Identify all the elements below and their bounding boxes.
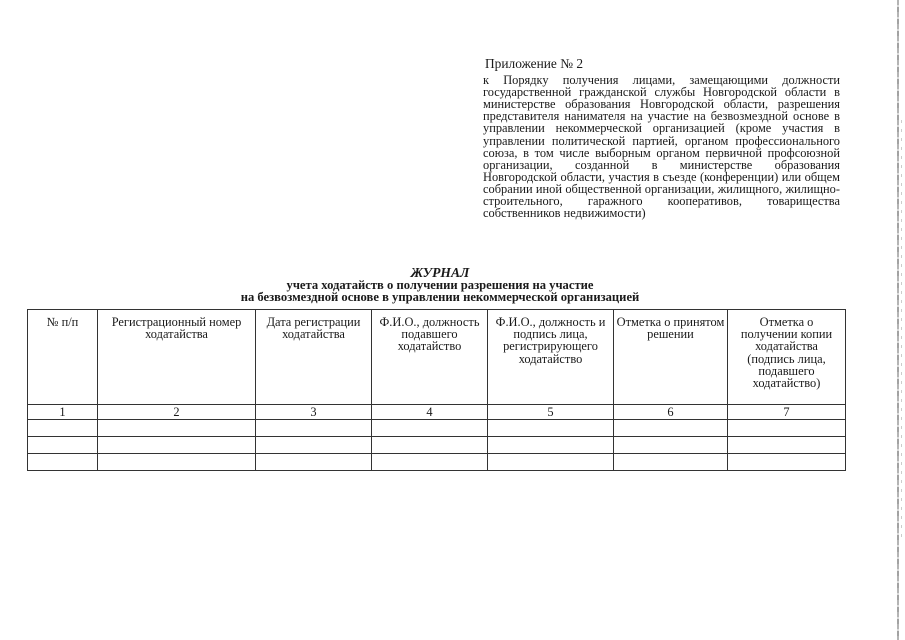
table-number-row [28, 405, 846, 420]
column-number-cell: 6 [614, 405, 728, 420]
table-cell [256, 437, 372, 454]
journal-title: ЖУРНАЛ [410, 265, 470, 280]
column-header-decision: Отметка о принятом решении [614, 310, 728, 405]
column-number-cell: 7 [728, 405, 846, 420]
table-cell [28, 420, 98, 437]
column-header-registrar: Ф.И.О., должность и подпись лица, регистрирующего ходатайство [488, 310, 614, 405]
table-cell [728, 420, 846, 437]
column-header-applicant: Ф.И.О., должность подавшего ходатайство [372, 310, 488, 405]
column-header-registration-number: Регистрационный номер ходатайства [98, 310, 256, 405]
table-cell [372, 454, 488, 471]
table-cell [372, 437, 488, 454]
scan-edge-artifact-secondary [901, 120, 902, 540]
journal-heading [180, 267, 700, 304]
table-cell [614, 420, 728, 437]
table-cell [728, 437, 846, 454]
table-row [28, 454, 846, 471]
table-cell [98, 420, 256, 437]
table-row [28, 420, 846, 437]
journal-subtitle-line-2: на безвозмездной основе в управлении некоммерческой организацией [240, 290, 640, 305]
column-number-cell: 2 [98, 405, 256, 420]
column-header-copy-receipt: Отметка о получении копии ходатайства (подпись лица, подавшего ходатайство) [728, 310, 846, 405]
table-cell [372, 420, 488, 437]
table-cell [98, 454, 256, 471]
table-cell [488, 454, 614, 471]
column-header-registration-date: Дата регистрации ходатайства [256, 310, 372, 405]
table-cell [28, 454, 98, 471]
column-number-cell: 4 [372, 405, 488, 420]
appendix-block [483, 58, 840, 219]
column-header-number: № п/п [28, 310, 98, 405]
table-cell [98, 437, 256, 454]
table-cell [614, 437, 728, 454]
column-number-cell: 3 [256, 405, 372, 420]
table-cell [614, 454, 728, 471]
appendix-title: Приложение № 2 [485, 56, 584, 71]
appendix-text: к Порядку получения лицами, замещающими должности государственной гражданской службы Новгородской области в министерстве образования Новгородской области, разрешения представителя нанимателя на участие на безвозмездной основе в управлении некоммерческой организацией (кроме участия в управлении политической партией, органом профессионального союза, в том числе выборным органом первичной профсоюзной организации, созданной в министерстве образования Новгородской области, участия в съезде (конференции) или общем собрании иной общественной организации, жилищного, жилищно-строительного, гаражного кооперативов, товарищества собственников недвижимости) [483, 73, 840, 221]
table-cell [488, 420, 614, 437]
column-number-cell: 5 [488, 405, 614, 420]
table-cell [28, 437, 98, 454]
table-cell [728, 454, 846, 471]
table-cell [256, 420, 372, 437]
journal-table [27, 309, 846, 471]
table-cell [256, 454, 372, 471]
table-cell [488, 437, 614, 454]
table-header-row [28, 310, 846, 405]
table-row [28, 437, 846, 454]
scan-edge-artifact [897, 0, 899, 640]
column-number-cell: 1 [28, 405, 98, 420]
journal-subtitle-line-1: учета ходатайств о получении разрешения на участие [286, 278, 594, 293]
